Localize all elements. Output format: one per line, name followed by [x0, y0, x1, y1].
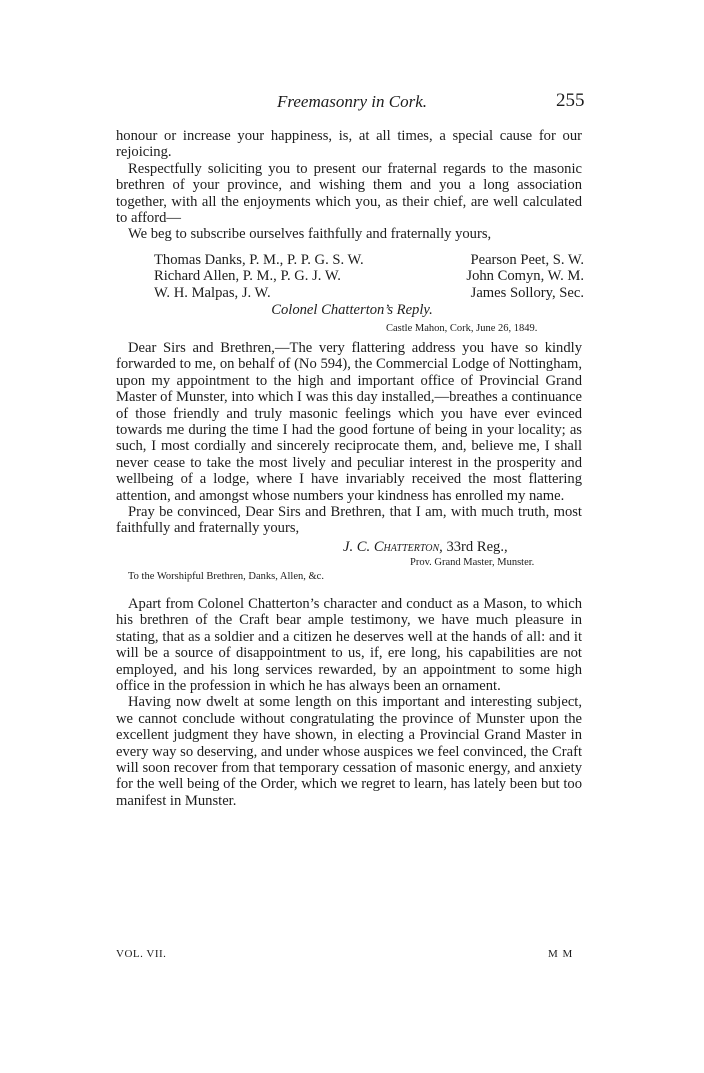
signature-initials: J. C.	[343, 539, 371, 555]
paragraph: We beg to subscribe ourselves faithfully and fraternally yours,	[128, 226, 492, 243]
editorial-comment	[116, 596, 582, 809]
address-closing	[116, 128, 582, 243]
paragraph: honour or increase your happiness, is, at all times, a special cause for our rejoicing.	[116, 128, 582, 161]
signatory-right: James Sollory, Sec.	[470, 284, 584, 301]
paragraph: Pray be convinced, Dear Sirs and Brethren, that I am, with much truth, most faithfully and fraternally yours,	[116, 504, 582, 537]
dateline: Castle Mahon, Cork, June 26, 1849.	[386, 323, 538, 334]
signatory-row	[154, 252, 584, 268]
volume-mark: VOL. VII.	[116, 948, 167, 960]
paragraph: Respectfully soliciting you to present our fraternal regards to the masonic brethren of your province, and wishing them and you a long association together, with all the enjoyments which you, as their chief, are well calculated to afford—	[116, 160, 582, 227]
signatory-row	[154, 285, 584, 301]
signature-name: Chatterton	[373, 539, 440, 555]
signatory-row	[154, 268, 584, 284]
section-heading: Colonel Chatterton’s Reply.	[271, 302, 433, 318]
paragraph: Having now dwelt at some length on this important and interesting subject, we cannot conclude without congratulating the province of Munster upon the excellent judgment they have shown, in electing a Provincial Grand Master in every way so deserving, and under whose auspices we feel convinced, the Craft will soon recover from that temporary cessation of masonic energy, and anxiety for the well being of the Order, which we regret to learn, has lately been but too manifest in Munster.	[116, 694, 582, 809]
signatory-right: Pearson Peet, S. W.	[470, 252, 584, 268]
paragraph: Dear Sirs and Brethren,—The very flattering address you have so kindly forwarded to me, on behalf of (No 594), the Commercial Lodge of Nottingham, upon my appointment to the high and important office of Provincial Grand Master of Munster, into which I was this day installed,—breathes a continuance of those friendly and truly masonic feelings which you have ever evinced towards me during the time I had the good fortune of being in your locality; as such, I most cordially and sincerely reciprocate them, and, believe me, I shall never cease to take the most lively and peculiar interest in the prosperity and wellbeing of a lodge, where I have invariably received the most flattering attention, and amongst whose numbers your kindness has enrolled my name.	[116, 340, 582, 504]
signature-mark: M M	[548, 948, 574, 960]
reply-signature	[343, 539, 508, 556]
signature-title: Prov. Grand Master, Munster.	[410, 557, 535, 568]
signatory-left: W. H. Malpas, J. W.	[154, 284, 271, 301]
signature-suffix: , 33rd Reg.,	[439, 539, 508, 555]
signatory-left: Thomas Danks, P. M., P. P. G. S. W.	[154, 252, 364, 268]
paragraph: Apart from Colonel Chatterton’s character and conduct as a Mason, to which his brethren of the Craft bear ample testimony, we have much pleasure in stating, that as a soldier and a citizen he deserves well at the hands of all: and it will be a source of disappointment to us, if, ere long, his capabilities are not employed, and his long services rewarded, by an appointment to some high office in the profession in which he has always been an ornament.	[116, 596, 582, 695]
signatory-right: John Comyn, W. M.	[466, 268, 584, 285]
page-number: 255	[556, 90, 585, 111]
reply-letter	[116, 340, 582, 537]
addressee-line: To the Worshipful Brethren, Danks, Allen, &c.	[128, 571, 324, 582]
signatories	[154, 252, 584, 301]
signatory-left: Richard Allen, P. M., P. G. J. W.	[154, 268, 341, 285]
running-title: Freemasonry in Cork.	[277, 92, 427, 111]
